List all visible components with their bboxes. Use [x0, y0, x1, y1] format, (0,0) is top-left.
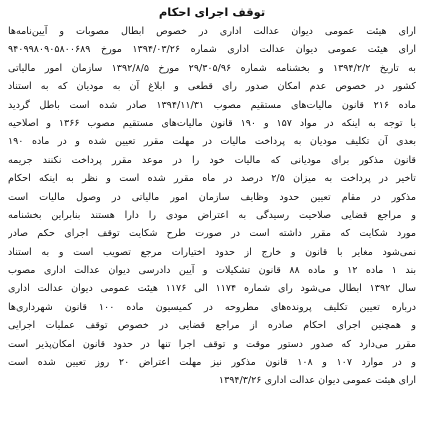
text-line: ماده ۲۱۶ قانون مالیات‌های مستقیم مصوب ۱۳۹۴/۱۱/۳۱ صادر شده است باطل گردید	[8, 99, 416, 111]
text-line: بعدی آن تکلیف مودیان به پرداخت مالیات در مهلت مقرر تعیین شده و در ماده ۱۹۰	[8, 136, 416, 148]
text-line: بند ۱ ماده ۱۲ و ماده ۸۸ قانون تشکیلات و آیین دادرسی دیوان عدالت اداری مصوب	[8, 265, 416, 277]
text-line: و در موارد ۱۰۷ و ۱۰۸ قانون مذکور نیز مهلت اعتراض ۲۰ روز تعیین شده است	[8, 357, 416, 369]
document-body	[8, 23, 416, 391]
document-title: توقف اجرای احکام	[158, 5, 266, 19]
text-line: نمی‌شود مغایر با قانون و خارج از حدود اختیارات مرجع تصویب است و به استناد	[8, 246, 416, 258]
text-line: با توجه به اینکه در مواد ۱۵۷ و ۱۹۰ قانون مالیات‌های مستقیم مصوب ۱۳۶۶ و اصلاحیه	[8, 117, 416, 129]
text-line: ارای هیئت عمومی دیوان عدالت اداری شماره ۱۳۹۴/۰۳/۲۶ مورخ ۹۴۰۹۹۸۰۹۰۵۸۰۰۶۸۹	[8, 44, 416, 56]
text-line: سال ۱۳۹۲ ابطال می‌شود رای شماره ۱۱۷۴ الی ۱۱۷۶ هیئت عمومی دیوان عدالت اداری	[8, 283, 416, 295]
text-line: و همچنین اجرای احکام صادره از مراجع قضایی در خصوص توقف عملیات اجرایی	[8, 320, 416, 332]
text-line: ارای هیئت عمومی دیوان عدالت اداری ۱۳۹۴/۳/۲۶	[218, 375, 416, 387]
text-line: و مراجع قضایی صلاحیت رسیدگی به اعتراض مودی را دارا هستند بنابراین بخشنامه	[8, 209, 416, 221]
text-line: مقرر می‌دارد که صدور دستور موقت و توقف اجرا تنها در حدود قانون امکان‌پذیر است	[8, 338, 416, 350]
text-line: مورد شکایت که مقرر داشته است در صورت طرح شکایت توقف اجرای حکم صادر	[8, 228, 416, 240]
text-line: تاخیر در پرداخت به میزان ۲/۵ درصد در ماه مقرر شده است و نظر به اینکه احکام	[8, 173, 416, 185]
text-line: ارای هیئت عمومی دیوان عدالت اداری در خصوص ابطال مصوبات و آیین‌نامه‌ها	[8, 26, 416, 37]
text-line: قانون مذکور برای مودیانی که مالیات خود را در موعد مقرر پرداخت نکنند جریمه	[8, 154, 416, 166]
text-line: درباره تعیین تکلیف پرونده‌های مطروحه در کمیسیون ماده ۱۰۰ قانون شهرداری‌ها	[8, 301, 416, 313]
text-line: کشور در خصوص عدم امکان صدور رای قطعی و ابلاغ آن به مودیان که به استناد	[8, 81, 416, 93]
text-line: مذکور در مقام تعیین حدود وظایف سازمان امور مالیاتی در وصول مالیات است	[8, 191, 416, 203]
text-line: به تاریخ ۱۳۹۴/۲/۲ و بخشنامه شماره ۲۹/۳۰۵/۹۶ مورخ ۱۳۹۲/۸/۵ سازمان امور مالیاتی	[8, 62, 416, 74]
